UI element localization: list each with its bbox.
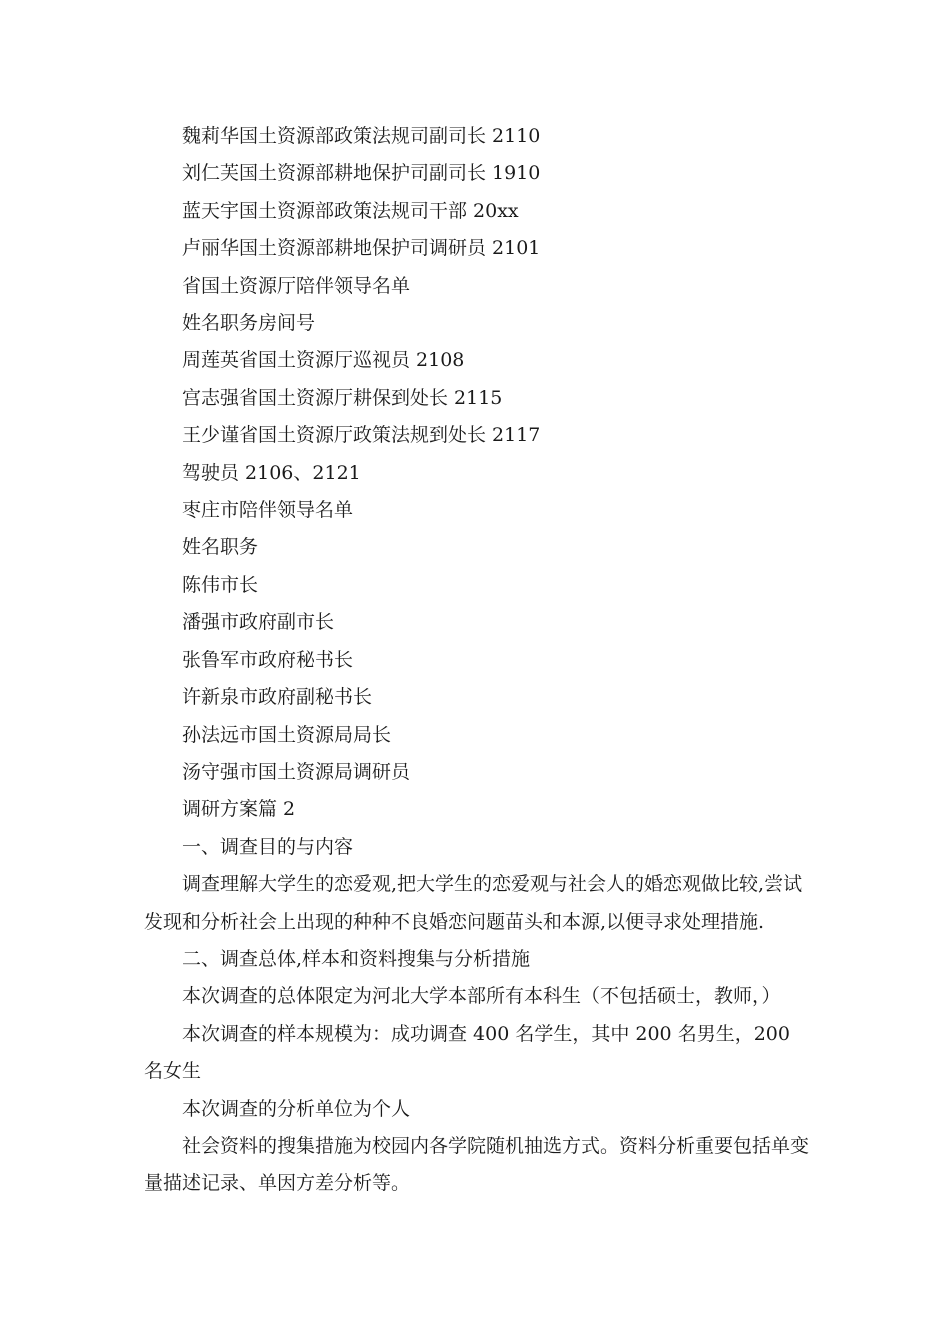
paragraph: 调查理解大学生的恋爱观,把大学生的恋爱观与社会人的婚恋观做比较,尝试发现和分析社会上出现的种种不良婚恋问题苗头和本源,以便寻求处理措施.	[144, 873, 803, 933]
section-title: 调研方案篇 2	[182, 798, 296, 821]
section-title: 省国土资源厅陪伴领导名单	[182, 274, 411, 297]
text-line: 蓝天宇国土资源部政策法规司干部 20xx	[182, 199, 519, 222]
text-line: 汤守强市国土资源局调研员	[182, 760, 411, 783]
table-header-line: 姓名职务房间号	[182, 312, 316, 335]
text-line: 刘仁芙国土资源部耕地保护司副司长 1910	[182, 162, 541, 185]
paragraph: 本次调查的样本规模为：成功调查 400 名学生，其中 200 名男生，200 名女生	[144, 1022, 790, 1083]
paragraph: 本次调查的总体限定为河北大学本部所有本科生（不包括硕士，教师，）	[182, 985, 781, 1008]
text-line: 驾驶员 2106、2121	[182, 461, 361, 484]
table-header-line: 姓名职务	[182, 536, 259, 559]
section-heading: 一、调查目的与内容	[182, 835, 354, 858]
section-heading: 二、调查总体,样本和资料搜集与分析措施	[182, 947, 531, 970]
section-title: 枣庄市陪伴领导名单	[182, 499, 354, 522]
text-line: 陈伟市长	[182, 573, 259, 596]
text-line: 卢丽华国土资源部耕地保护司调研员 2101	[182, 237, 541, 260]
text-line: 孙法远市国土资源局局长	[182, 723, 392, 746]
document-body	[144, 118, 810, 1203]
text-line: 魏莉华国土资源部政策法规司副司长 2110	[182, 125, 541, 147]
text-line: 周莲英省国土资源厅巡视员 2108	[182, 349, 465, 372]
text-line: 许新泉市政府副秘书长	[182, 686, 373, 709]
text-line: 潘强市政府副市长	[182, 611, 335, 634]
paragraph: 社会资料的搜集措施为校园内各学院随机抽选方式。资料分析重要包括单变量描述记录、单因方差分析等。	[144, 1134, 810, 1195]
text-line: 张鲁军市政府秘书长	[182, 648, 354, 671]
text-line: 宫志强省国土资源厅耕保到处长 2115	[182, 386, 503, 409]
text-line: 王少谨省国土资源厅政策法规到处长 2117	[182, 424, 541, 447]
paragraph: 本次调查的分析单位为个人	[182, 1097, 411, 1120]
